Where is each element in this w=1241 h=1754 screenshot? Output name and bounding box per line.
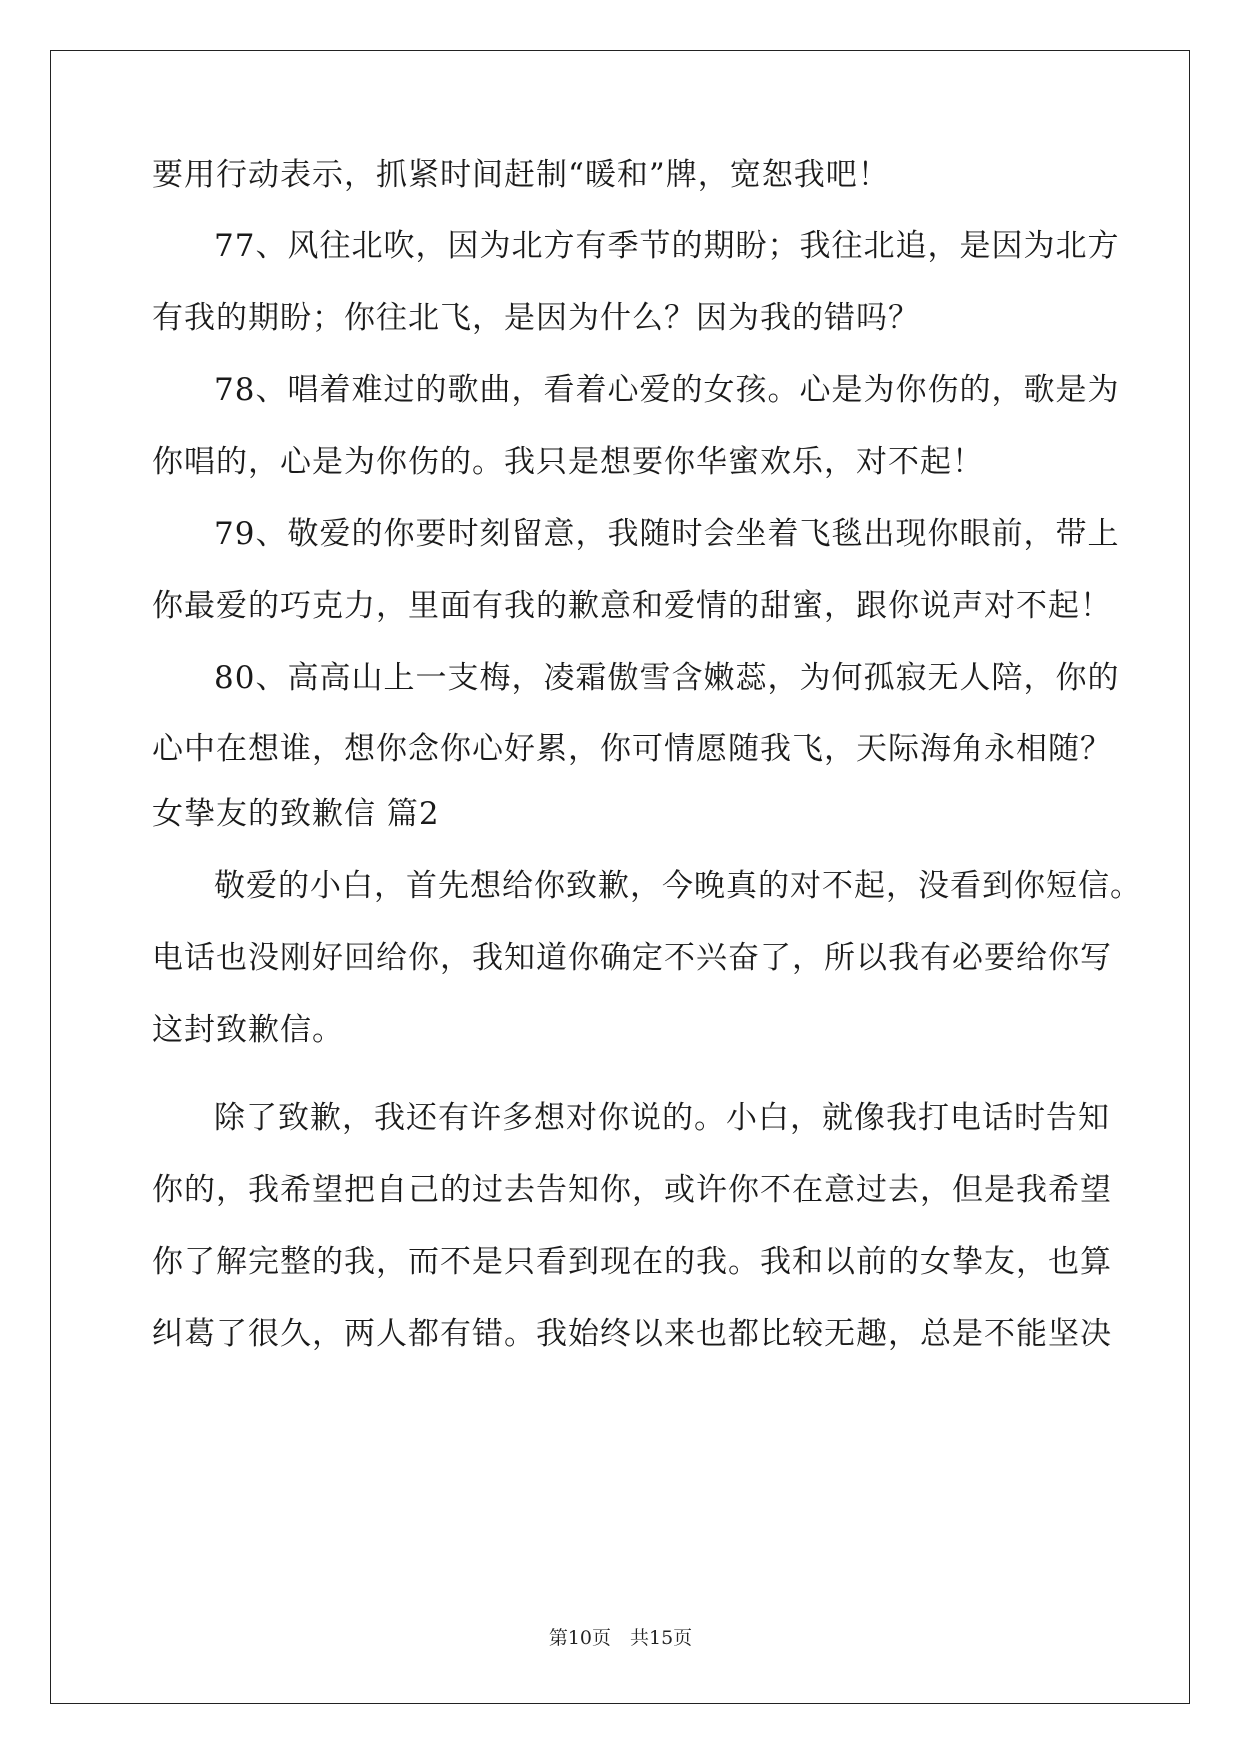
text-line: 你了解完整的我，而不是只看到现在的我。我和以前的女挚友，也算 xyxy=(152,1244,1112,1280)
text-line: 要用行动表示，抓紧时间赶制“暖和”牌，宽恕我吧！ xyxy=(152,157,890,193)
text-line: 80、高高山上一支梅，凌霜傲雪含嫩蕊，为何孤寂无人陪，你的 xyxy=(214,660,1120,696)
section-heading: 女挚友的致歉信 篇2 xyxy=(152,796,440,832)
text-line: 除了致歉，我还有许多想对你说的。小白，就像我打电话时告知 xyxy=(214,1100,1110,1136)
text-line: 你的，我希望把自己的过去告知你，或许你不在意过去，但是我希望 xyxy=(152,1172,1112,1208)
text-line: 这封致歉信。 xyxy=(152,1012,344,1048)
text-line: 有我的期盼；你往北飞，是因为什么？因为我的错吗？ xyxy=(152,300,920,336)
page-footer: 第10页 共15页 xyxy=(548,1627,693,1649)
text-line: 79、敬爱的你要时刻留意，我随时会坐着飞毯出现你眼前，带上 xyxy=(214,516,1120,552)
text-line: 你唱的，心是为你伤的。我只是想要你华蜜欢乐，对不起！ xyxy=(152,444,984,480)
text-line: 77、风往北吹，因为北方有季节的期盼；我往北追，是因为北方 xyxy=(214,228,1120,264)
text-line: 敬爱的小白，首先想给你致歉，今晚真的对不起，没看到你短信。 xyxy=(214,868,1142,904)
text-line: 心中在想谁，想你念你心好累，你可情愿随我飞，天际海角永相随？ xyxy=(152,731,1112,767)
text-line: 纠葛了很久，两人都有错。我始终以来也都比较无趣，总是不能坚决 xyxy=(152,1316,1112,1352)
text-line: 78、唱着难过的歌曲，看着心爱的女孩。心是为你伤的，歌是为 xyxy=(214,372,1120,408)
text-line: 电话也没刚好回给你，我知道你确定不兴奋了，所以我有必要给你写 xyxy=(152,940,1112,976)
text-line: 你最爱的巧克力，里面有我的歉意和爱情的甜蜜，跟你说声对不起！ xyxy=(152,588,1112,624)
